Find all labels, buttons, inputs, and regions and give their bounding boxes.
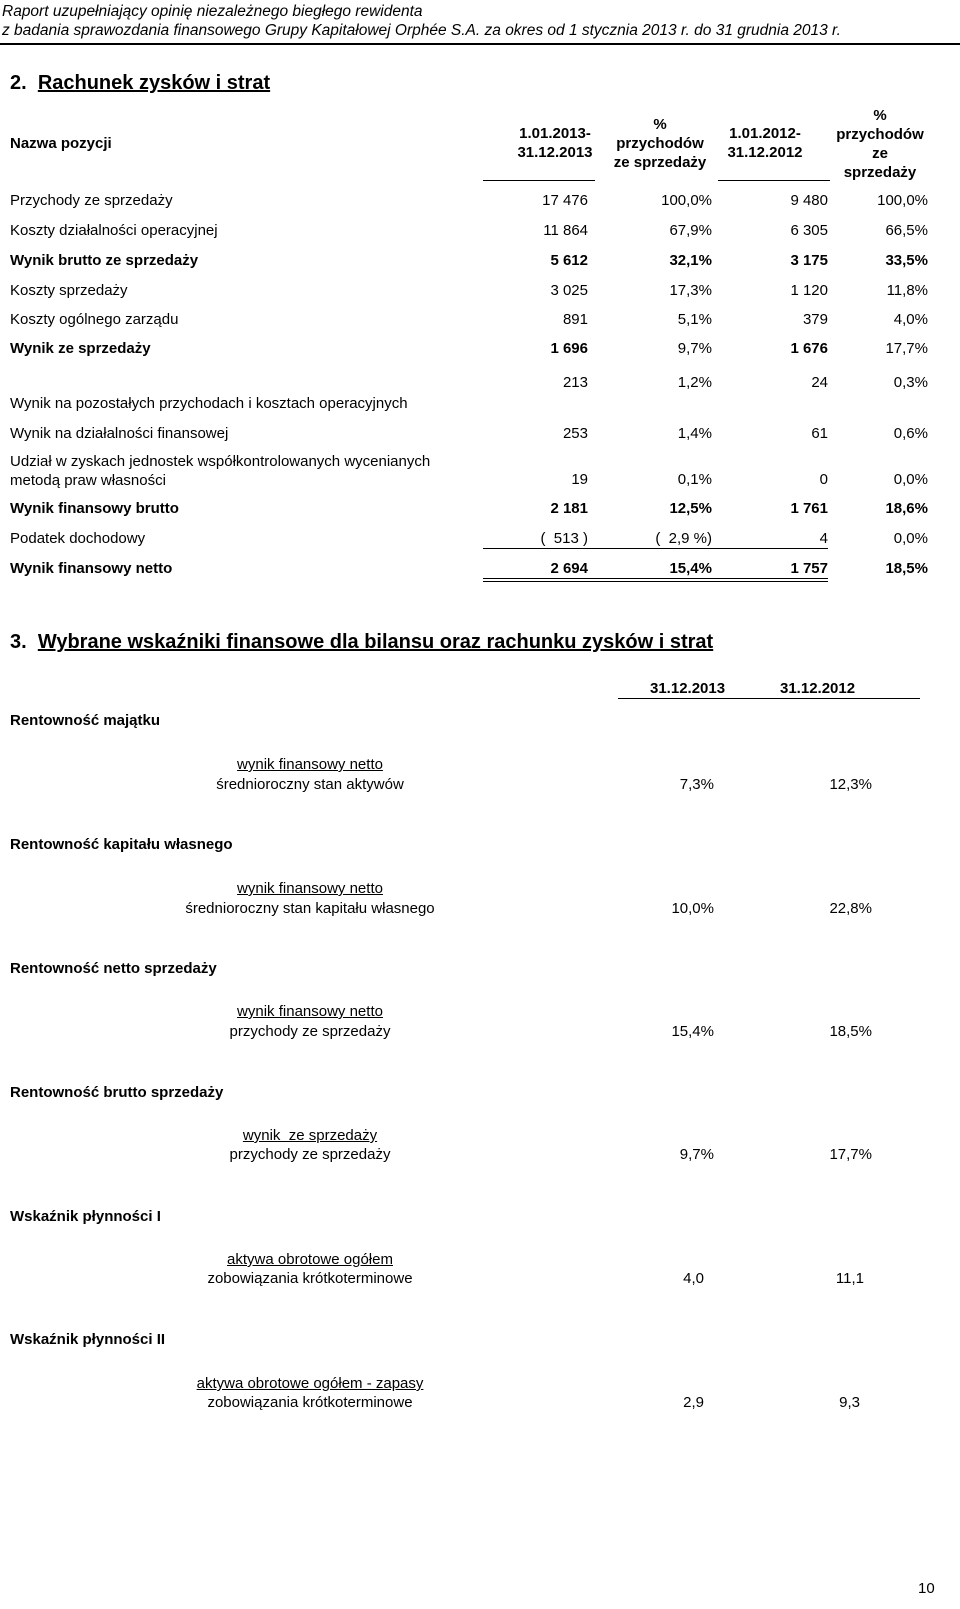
row-value-2013: 17 476 — [542, 192, 588, 209]
col-header-period2 — [700, 124, 830, 162]
indicator-numerator: aktywa obrotowe ogółem — [227, 1251, 393, 1268]
row-label: Wynik na działalności finansowej — [10, 425, 229, 442]
row-pct-2012: 11,8% — [886, 282, 928, 299]
row-pct-2013: 32,1% — [669, 252, 712, 269]
row-pct-2012: 100,0% — [877, 192, 928, 209]
indicator-numerator: wynik finansowy netto — [237, 880, 383, 897]
row-label: Wynik brutto ze sprzedaży — [10, 252, 199, 269]
row-pct-2013: 17,3% — [669, 282, 712, 299]
row-pct-2013: 100,0% — [661, 192, 712, 209]
row-label: Koszty ogólnego zarządu — [10, 311, 179, 328]
row-pct-2012: 0,6% — [893, 425, 928, 442]
row-pct-2013: 15,4% — [669, 560, 712, 577]
indicator-name: Wskaźnik płynności I — [10, 1208, 161, 1225]
row-value-2013: 19 — [571, 471, 588, 488]
report-header-line2: z badania sprawozdania finansowego Grupy Kapitałowej Orphée S.A. za okres od 1 stycznia 2013 r. do 31 grudnia 2013 r. — [2, 22, 841, 39]
row-value-2012: 24 — [811, 374, 828, 391]
indicator-col-2013: 31.12.2013 — [650, 680, 726, 697]
indicator-value-2012: 11,1 — [835, 1270, 864, 1287]
col-header-period2-line2: 31.12.2012 — [727, 144, 803, 161]
indicator-denominator: zobowiązania krótkoterminowe — [207, 1270, 413, 1287]
indicator-numerator: wynik ze sprzedaży — [242, 1127, 378, 1144]
indicator-value-2012: 17,7% — [829, 1146, 872, 1163]
col-header-period1-line1: 1.01.2013- — [519, 125, 591, 142]
row-label: Wynik finansowy netto — [10, 560, 173, 577]
indicator-value-2012: 9,3 — [839, 1394, 860, 1411]
header-divider — [0, 43, 960, 45]
row-pct-2012: 18,6% — [885, 500, 928, 517]
indicator-value-2012: 18,5% — [829, 1023, 872, 1040]
row-value-2012: 1 120 — [790, 282, 828, 299]
row-label: Przychody ze sprzedaży — [10, 192, 173, 209]
subtotal-rule — [483, 548, 828, 549]
indicator-numerator: wynik finansowy netto — [237, 1003, 383, 1020]
indicator-denominator: średnioroczny stan kapitału własnego — [185, 900, 435, 917]
row-pct-2013: 12,5% — [669, 500, 712, 517]
row-value-2012: 9 480 — [790, 192, 828, 209]
col-header-pct1-line2: przychodów — [616, 135, 704, 152]
indicator-value-2012: 22,8% — [829, 900, 872, 917]
row-label: Koszty działalności operacyjnej — [10, 222, 218, 239]
indicator-denominator: przychody ze sprzedaży — [229, 1146, 391, 1163]
col-header-name: Nazwa pozycji — [10, 135, 112, 152]
col-header-pct2 — [820, 106, 940, 182]
total-double-rule — [483, 578, 828, 582]
indicator-name: Rentowność kapitału własnego — [10, 836, 233, 853]
indicator-value-2013: 4,0 — [683, 1270, 704, 1287]
section-3-title — [10, 631, 713, 654]
indicator-value-2013: 7,3% — [679, 776, 714, 793]
col-header-period2-line1: 1.01.2012- — [729, 125, 801, 142]
row-label: Wynik ze sprzedaży — [10, 340, 151, 357]
row-value-2013: 2 694 — [550, 560, 588, 577]
row-value-2012: 1 757 — [790, 560, 828, 577]
row-pct-2012: 0,0% — [893, 530, 928, 547]
section-2-title-text: Rachunek zysków i strat — [37, 72, 271, 94]
indicator-name: Rentowność brutto sprzedaży — [10, 1084, 224, 1101]
col-header-pct2-line3: ze — [872, 145, 888, 162]
row-value-2012: 61 — [811, 425, 828, 442]
row-pct-2012: 0,0% — [893, 471, 928, 488]
row-value-2013: 2 181 — [550, 500, 588, 517]
row-pct-2012: 18,5% — [885, 560, 928, 577]
section-3-title-text: Wybrane wskaźniki finansowe dla bilansu oraz rachunku zysków i strat — [37, 631, 714, 653]
row-value-2012: 3 175 — [790, 252, 828, 269]
row-pct-2013: 0,1% — [677, 471, 712, 488]
row-pct-2012: 4,0% — [893, 311, 928, 328]
indicator-numerator: wynik finansowy netto — [237, 756, 383, 773]
row-label: Podatek dochodowy — [10, 530, 146, 547]
row-value-2012: 1 676 — [790, 340, 828, 357]
indicator-numerator: aktywa obrotowe ogółem - zapasy — [196, 1375, 424, 1392]
indicator-header-rule — [618, 698, 920, 699]
row-pct-2012: 66,5% — [885, 222, 928, 239]
indicator-value-2013: 2,9 — [683, 1394, 704, 1411]
section-2-title — [10, 72, 270, 95]
col-header-period1-rule — [483, 180, 595, 181]
row-pct-2013: ( 2,9 %) — [655, 530, 712, 547]
indicator-value-2013: 10,0% — [671, 900, 714, 917]
section-3-number: 3. — [10, 631, 27, 653]
row-label-line1: Udział w zyskach jednostek współkontrolowanych wycenianych — [10, 453, 431, 470]
row-value-2012: 0 — [819, 471, 828, 488]
col-header-pct2-line1: % — [873, 107, 887, 124]
indicator-denominator: średnioroczny stan aktywów — [216, 776, 404, 793]
indicator-name: Rentowność majątku — [10, 712, 161, 729]
section-2-number: 2. — [10, 72, 27, 94]
row-value-2012: 1 761 — [790, 500, 828, 517]
row-pct-2013: 5,1% — [677, 311, 712, 328]
row-value-2012: 4 — [819, 530, 828, 547]
indicator-col-2012: 31.12.2012 — [780, 680, 856, 697]
col-header-period1-line2: 31.12.2013 — [517, 144, 593, 161]
row-pct-2012: 0,3% — [893, 374, 928, 391]
row-value-2013: 891 — [562, 311, 588, 328]
row-label: Wynik finansowy brutto — [10, 500, 179, 517]
row-pct-2012: 17,7% — [885, 340, 928, 357]
page-number: 10 — [918, 1580, 935, 1597]
indicator-value-2013: 9,7% — [679, 1146, 714, 1163]
indicator-value-2012: 12,3% — [829, 776, 872, 793]
row-value-2013: 1 696 — [550, 340, 588, 357]
row-value-2013: 3 025 — [550, 282, 588, 299]
row-label-line2: metodą praw własności — [10, 472, 166, 489]
indicator-denominator: zobowiązania krótkoterminowe — [207, 1394, 413, 1411]
row-value-2013: 5 612 — [550, 252, 588, 269]
col-header-pct2-line4: sprzedaży — [843, 164, 917, 181]
row-value-2013: 11 864 — [543, 222, 588, 239]
col-header-pct1-line3: ze sprzedaży — [613, 154, 707, 171]
row-value-2013: ( 513 ) — [540, 530, 588, 547]
row-label: Wynik na pozostałych przychodach i kosztach operacyjnych — [10, 395, 408, 412]
col-header-period2-rule — [718, 180, 830, 181]
col-header-pct2-line2: przychodów — [836, 126, 924, 143]
row-pct-2013: 1,2% — [677, 374, 712, 391]
row-pct-2013: 9,7% — [677, 340, 712, 357]
report-header-line1: Raport uzupełniający opinię niezależnego biegłego rewidenta — [2, 3, 423, 20]
row-value-2012: 6 305 — [790, 222, 828, 239]
col-header-pct1-line1: % — [653, 116, 667, 133]
row-pct-2012: 33,5% — [885, 252, 928, 269]
row-pct-2013: 1,4% — [677, 425, 712, 442]
indicator-name: Rentowność netto sprzedaży — [10, 960, 217, 977]
row-value-2013: 213 — [562, 374, 588, 391]
indicator-value-2013: 15,4% — [671, 1023, 714, 1040]
row-label: Koszty sprzedaży — [10, 282, 128, 299]
row-value-2012: 379 — [802, 311, 828, 328]
row-pct-2013: 67,9% — [669, 222, 712, 239]
indicator-denominator: przychody ze sprzedaży — [229, 1023, 391, 1040]
indicator-name: Wskaźnik płynności II — [10, 1331, 166, 1348]
row-label — [10, 452, 430, 490]
row-value-2013: 253 — [562, 425, 588, 442]
